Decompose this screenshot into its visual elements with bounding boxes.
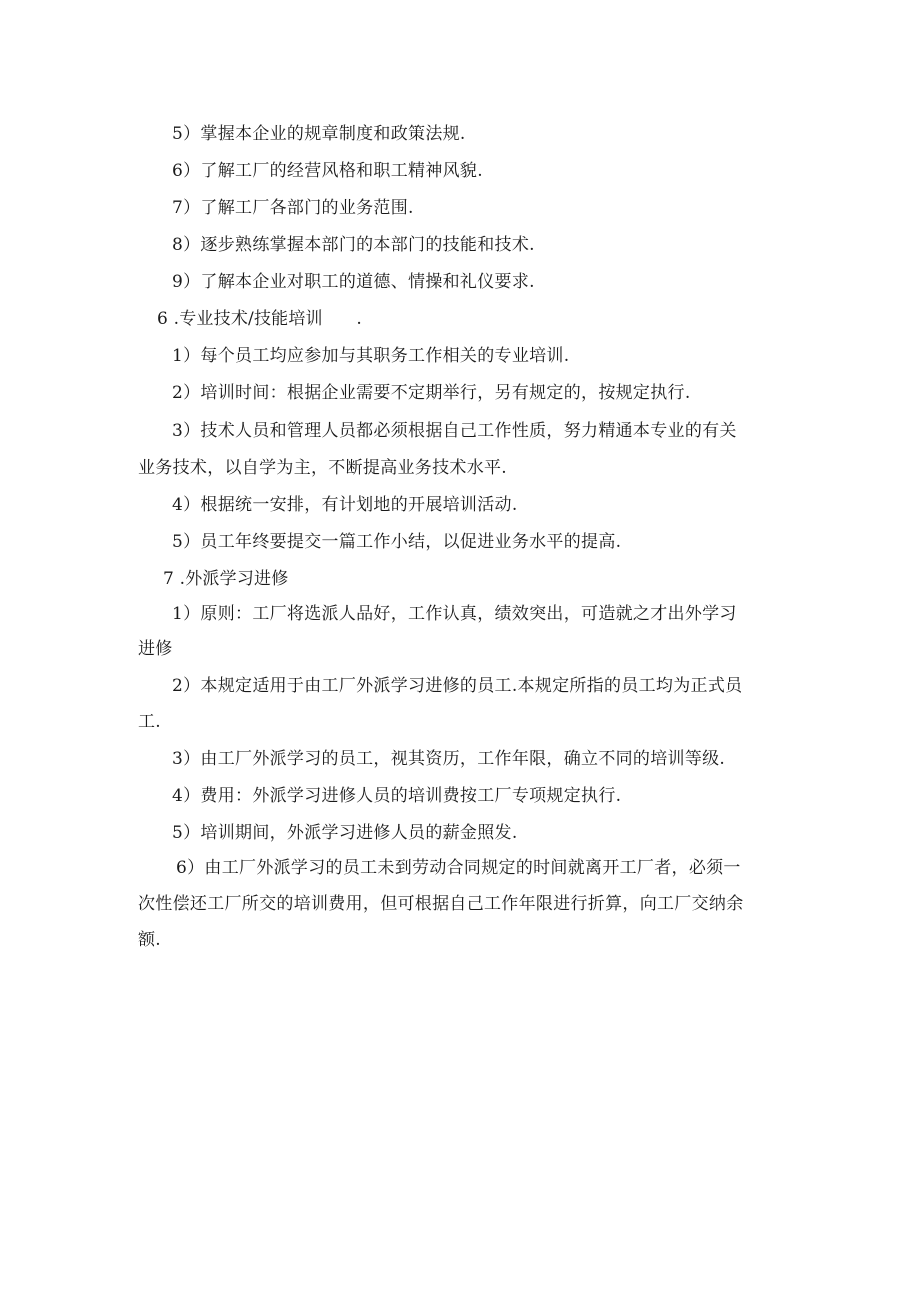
paragraph-line: 4）根据统一安排，有计划地的开展培训活动. [172,495,518,515]
paragraph-line: 5）掌握本企业的规章制度和政策法规. [172,124,466,144]
paragraph-line: 5）员工年终要提交一篇工作小结，以促进业务水平的提高. [172,532,622,552]
paragraph-line: 工. [138,712,162,732]
section-heading: 7 .外派学习进修 [163,569,289,589]
paragraph-line: 1）原则：工厂将选派人品好，工作认真，绩效突出，可造就之才出外学习 [172,604,737,624]
paragraph-line: 6）由工厂外派学习的员工未到劳动合同规定的时间就离开工厂者，必须一 [176,858,741,878]
paragraph-line: 3）技术人员和管理人员都必须根据自己工作性质，努力精通本专业的有关 [172,421,737,441]
paragraph-line: 次性偿还工厂所交的培训费用，但可根据自己工作年限进行折算，向工厂交纳余 [138,894,744,914]
paragraph-line: 2）本规定适用于由工厂外派学习进修的员工.本规定所指的员工均为正式员 [172,676,743,696]
paragraph-line: 1）每个员工均应参加与其职务工作相关的专业培训. [172,346,570,366]
paragraph-line: 额. [138,930,162,950]
paragraph-line: 3）由工厂外派学习的员工，视其资历，工作年限，确立不同的培训等级. [172,749,726,769]
paragraph-line: 4）费用：外派学习进修人员的培训费按工厂专项规定执行. [172,786,622,806]
paragraph-line: 6）了解工厂的经营风格和职工精神风貌. [172,161,483,181]
paragraph-line: 业务技术，以自学为主，不断提高业务技术水平. [138,458,508,478]
paragraph-line: 9）了解本企业对职工的道德、情操和礼仪要求. [172,272,535,292]
paragraph-line: 进修 [138,639,173,659]
paragraph-line: 2）培训时间：根据企业需要不定期举行，另有规定的，按规定执行. [172,383,691,403]
paragraph-line: 5）培训期间，外派学习进修人员的薪金照发. [172,823,518,843]
section-heading: 6 .专业技术/技能培训 . [157,309,362,329]
paragraph-line: 8）逐步熟练掌握本部门的本部门的技能和技术. [172,235,535,255]
paragraph-line: 7）了解工厂各部门的业务范围. [172,198,414,218]
